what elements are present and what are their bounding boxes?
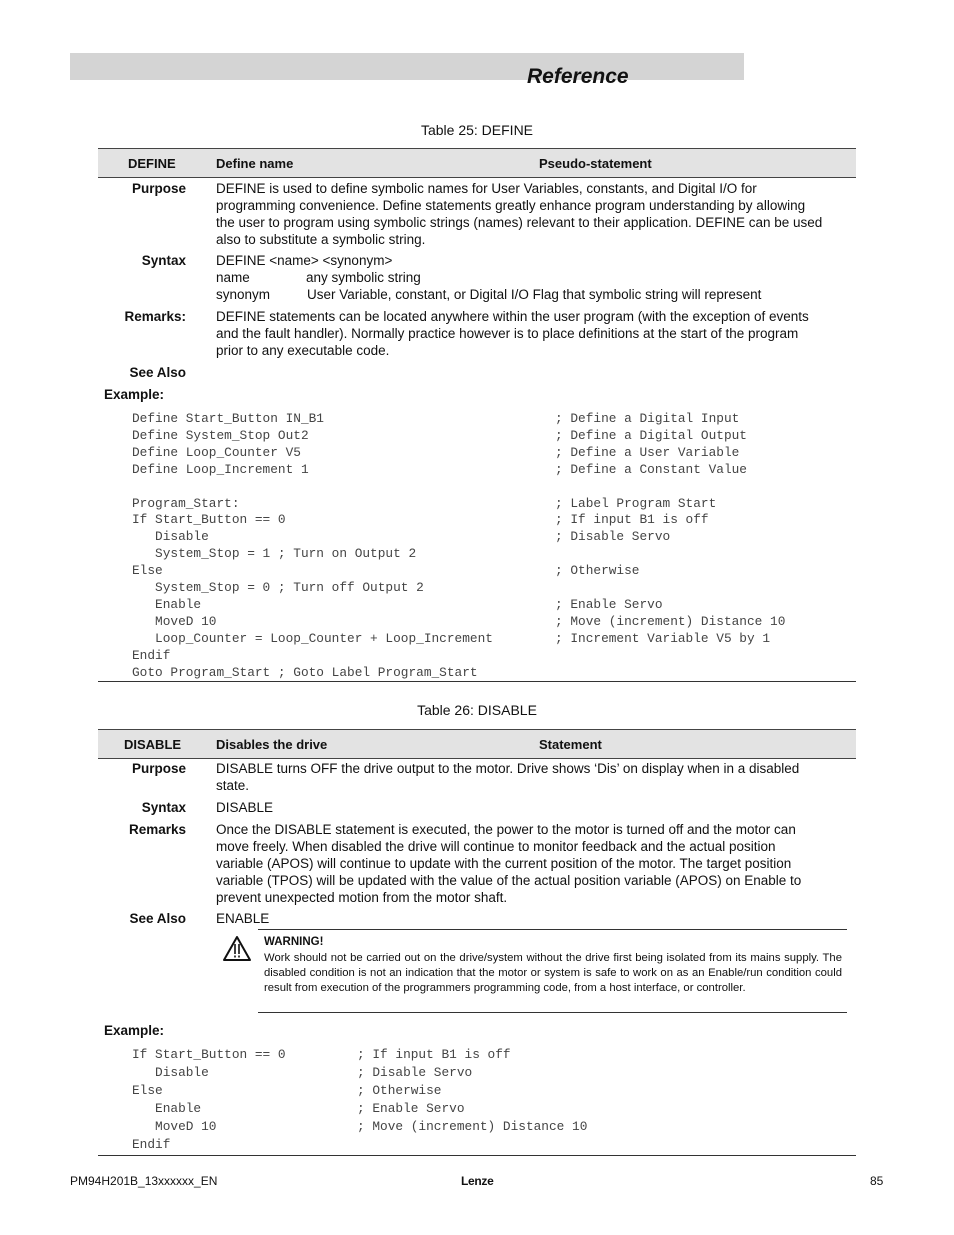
code-line: Disable bbox=[132, 529, 209, 545]
example-label: Example: bbox=[104, 1023, 165, 1038]
code-line: Enable bbox=[132, 596, 202, 612]
code-comment: ; Enable Servo bbox=[555, 596, 663, 612]
code-line: System_Stop = 1 ; Turn on Output 2 bbox=[132, 546, 417, 562]
purpose-line: DISABLE turns OFF the drive output to the motor. Drive shows ‘Dis’ on display when in a disabled bbox=[216, 761, 800, 776]
code-line: Endif bbox=[132, 647, 171, 663]
remarks-text bbox=[216, 821, 848, 906]
purpose-line: DEFINE is used to define symbolic names for User Variables, constants, and Digital I/O for bbox=[216, 181, 757, 196]
remarks-line: variable (TPOS) will be updated with the value of the actual position variable (APOS) on Enable to bbox=[216, 873, 802, 888]
syntax-line: DEFINE <name> <synonym> bbox=[216, 253, 393, 268]
code-comment: ; Define a Digital Output bbox=[555, 427, 747, 443]
code-comment: ; Disable Servo bbox=[357, 1065, 473, 1080]
purpose-line: state. bbox=[216, 778, 250, 793]
purpose-text bbox=[216, 180, 848, 248]
code-line: MoveD 10 bbox=[132, 613, 217, 629]
table26-caption: Table 26: DISABLE bbox=[417, 702, 537, 718]
code-comment: ; Disable Servo bbox=[555, 529, 671, 545]
code-line: Program_Start: bbox=[132, 495, 240, 511]
table25-col3: Pseudo-statement bbox=[539, 156, 652, 171]
remarks-text bbox=[216, 308, 848, 359]
code-comment: ; Define a Constant Value bbox=[555, 461, 747, 477]
seealso-label: See Also bbox=[129, 911, 186, 926]
code-line: Endif bbox=[132, 1137, 171, 1152]
remarks-line: DEFINE statements can be located anywhere within the user program (with the exception of events bbox=[216, 309, 809, 324]
syntax-term: name bbox=[216, 270, 250, 285]
syntax-line: DISABLE bbox=[216, 800, 274, 815]
code-comment: ; Increment Variable V5 by 1 bbox=[555, 630, 771, 646]
code-line: Else bbox=[132, 563, 163, 579]
syntax-term: synonym bbox=[216, 287, 271, 302]
seealso-link: ENABLE bbox=[216, 911, 270, 926]
warning-text: Work should not be carried out on the drive/system without the drive first being isolated from its mains supply. The disabled condition is not an indication that the motor or system is safe to work on as an Enable/run condition could result from execution of the programmers programming code, from a host interface, or controller. bbox=[264, 952, 842, 994]
code-line: Disable bbox=[132, 1065, 209, 1080]
code-line: Define System_Stop Out2 bbox=[132, 427, 309, 443]
table26-header bbox=[98, 729, 856, 759]
code-line: MoveD 10 bbox=[132, 1119, 217, 1134]
footer-page-number: 85 bbox=[870, 1174, 884, 1188]
table25-caption: Table 25: DEFINE bbox=[420, 122, 534, 138]
syntax-label: Syntax bbox=[141, 253, 186, 268]
table25-col2: Define name bbox=[216, 156, 294, 171]
seealso-label: See Also bbox=[129, 365, 186, 380]
purpose-label: Purpose bbox=[131, 181, 186, 196]
code-comment: ; If input B1 is off bbox=[555, 512, 709, 528]
table26-col3: Statement bbox=[539, 737, 602, 752]
purpose-line: also to substitute a symbolic string. bbox=[216, 232, 426, 247]
syntax-desc: User Variable, constant, or Digital I/O Flag that symbolic string will represent bbox=[307, 287, 762, 302]
table26-bottom-rule bbox=[98, 1155, 856, 1156]
code-comment: ; Label Program Start bbox=[555, 495, 717, 511]
code-line: Define Loop_Increment 1 bbox=[132, 461, 309, 477]
table26-col2: Disables the drive bbox=[216, 737, 328, 752]
table25-header bbox=[98, 148, 856, 178]
code-comment: ; If input B1 is off bbox=[357, 1047, 511, 1062]
syntax-desc: any symbolic string bbox=[306, 270, 421, 285]
code-line: Else bbox=[132, 1083, 163, 1098]
code-comment: ; Enable Servo bbox=[357, 1101, 465, 1116]
remarks-line: Once the DISABLE statement is executed, the power to the motor is turned off and the motor can bbox=[216, 822, 796, 837]
warning-bottom-rule bbox=[258, 1012, 847, 1013]
code-line: If Start_Button == 0 bbox=[132, 512, 286, 528]
remarks-line: and the fault handler). Normally practice however is to place definitions at the start of the program bbox=[216, 326, 799, 341]
table25-col1: DEFINE bbox=[128, 156, 176, 171]
code-line: Enable bbox=[132, 1101, 202, 1116]
warning-title: WARNING! bbox=[264, 936, 324, 948]
remarks-line: prevent unexpected motion from the motor shaft. bbox=[216, 890, 508, 905]
code-comment: ; Define a User Variable bbox=[555, 444, 740, 460]
syntax-text bbox=[216, 252, 848, 303]
table26-col1: DISABLE bbox=[124, 737, 182, 752]
table25-bottom-rule bbox=[98, 681, 856, 682]
purpose-label: Purpose bbox=[131, 761, 186, 776]
code-line: Define Start_Button IN_B1 bbox=[132, 411, 324, 426]
code-comment: ; Move (increment) Distance 10 bbox=[357, 1119, 588, 1134]
syntax-label: Syntax bbox=[141, 800, 186, 815]
code-comment: ; Define a Digital Input bbox=[555, 411, 740, 426]
remarks-label: Remarks bbox=[128, 822, 186, 837]
remarks-line: variable (APOS) will continue to update with the current position of the motor. The target position bbox=[216, 856, 792, 871]
code-line: Loop_Counter = Loop_Counter + Loop_Increment bbox=[132, 630, 493, 646]
warning-triangle-icon bbox=[222, 935, 252, 962]
warning-top-rule bbox=[258, 929, 847, 930]
code-line: If Start_Button == 0 bbox=[132, 1047, 286, 1062]
remarks-line: prior to any executable code. bbox=[216, 343, 390, 358]
purpose-text bbox=[216, 760, 848, 794]
remarks-label: Remarks: bbox=[124, 309, 186, 324]
code-line: System_Stop = 0 ; Turn off Output 2 bbox=[132, 580, 424, 595]
purpose-line: programming convenience. Define statements greatly enhance program understanding by allowing bbox=[216, 198, 806, 213]
code-comment: ; Otherwise bbox=[555, 563, 640, 579]
example-label: Example: bbox=[104, 387, 165, 402]
syntax-name-row bbox=[216, 269, 848, 286]
header-band bbox=[70, 53, 744, 80]
code-line: Goto Program_Start ; Goto Label Program_Start bbox=[132, 664, 478, 680]
code-line: Define Loop_Counter V5 bbox=[132, 444, 301, 460]
footer-doc-id: PM94H201B_13xxxxxx_EN bbox=[70, 1174, 218, 1188]
purpose-line: the user to program using symbolic strings (names) relevant to their application. DEFINE can be used bbox=[216, 215, 823, 230]
code-comment: ; Otherwise bbox=[357, 1083, 442, 1098]
page-title: Reference bbox=[527, 65, 629, 88]
code-comment: ; Move (increment) Distance 10 bbox=[555, 613, 786, 629]
syntax-synonym-row bbox=[216, 286, 848, 303]
footer-brand-logo: Lenze bbox=[461, 1174, 494, 1188]
remarks-line: move freely. When disabled the drive will continue to monitor feedback and the actual position bbox=[216, 839, 776, 854]
